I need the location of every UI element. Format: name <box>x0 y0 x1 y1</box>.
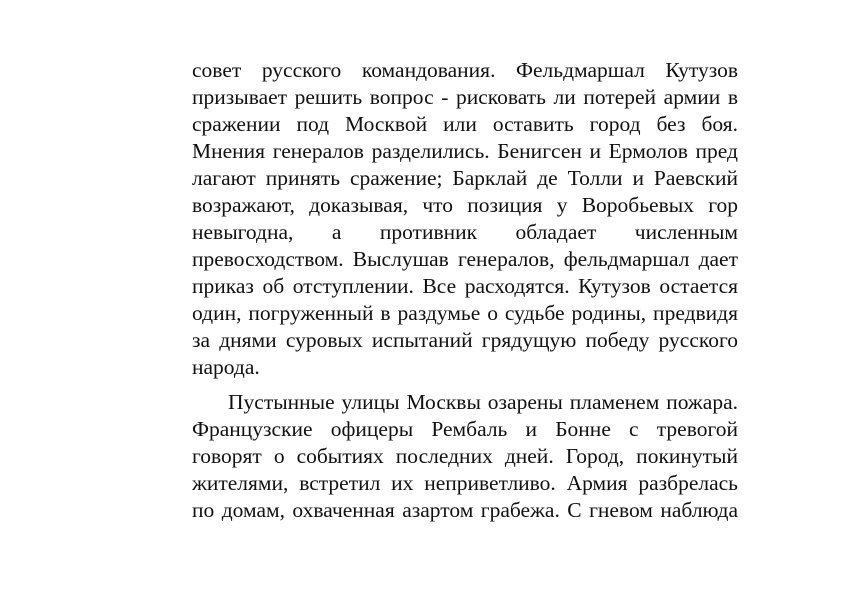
text-line: один, погруженный в раздумье о судьбе родины, предвидя <box>192 301 738 325</box>
text-line: возражают, доказывая, что позиция у Воробьевых гор <box>192 193 738 217</box>
paragraph-spacer <box>192 381 738 389</box>
text-line: Французские офицеры Рембаль и Бонне с тревогой <box>192 417 738 441</box>
text-line: народа. <box>192 355 260 379</box>
text-line: жителями, встретил их неприветливо. Армия разбрелась <box>192 471 738 495</box>
paragraph-1 <box>192 57 738 381</box>
text-line: превосходством. Выслушав генералов, фельдмаршал дает <box>192 247 738 271</box>
body-text <box>192 57 738 524</box>
text-line: лагают принять сражение; Барклай де Толли и Раевский <box>192 166 738 190</box>
text-line: говорят о событиях последних дней. Город, покинутый <box>192 444 738 468</box>
text-line: приказ об отступлении. Все расходятся. Кутузов остается <box>192 274 738 298</box>
text-line: Пустынные улицы Москвы озарены пламенем пожара. <box>228 390 738 414</box>
text-line: невыгодна, а противник обладает численным <box>192 220 738 244</box>
text-line: совет русского командования. Фельдмаршал Кутузов <box>192 58 738 82</box>
text-line: Мнения генералов разделились. Бенигсен и Ермолов пред <box>192 139 738 163</box>
text-line: по домам, охваченная азартом грабежа. С гневом наблюда <box>192 498 738 522</box>
paragraph-2 <box>192 389 738 524</box>
text-line: за днями суровых испытаний грядущую победу русского <box>192 328 738 352</box>
text-line: призывает решить вопрос - рисковать ли потерей армии в <box>192 85 738 109</box>
text-line: сражении под Москвой или оставить город без боя. <box>192 112 738 136</box>
